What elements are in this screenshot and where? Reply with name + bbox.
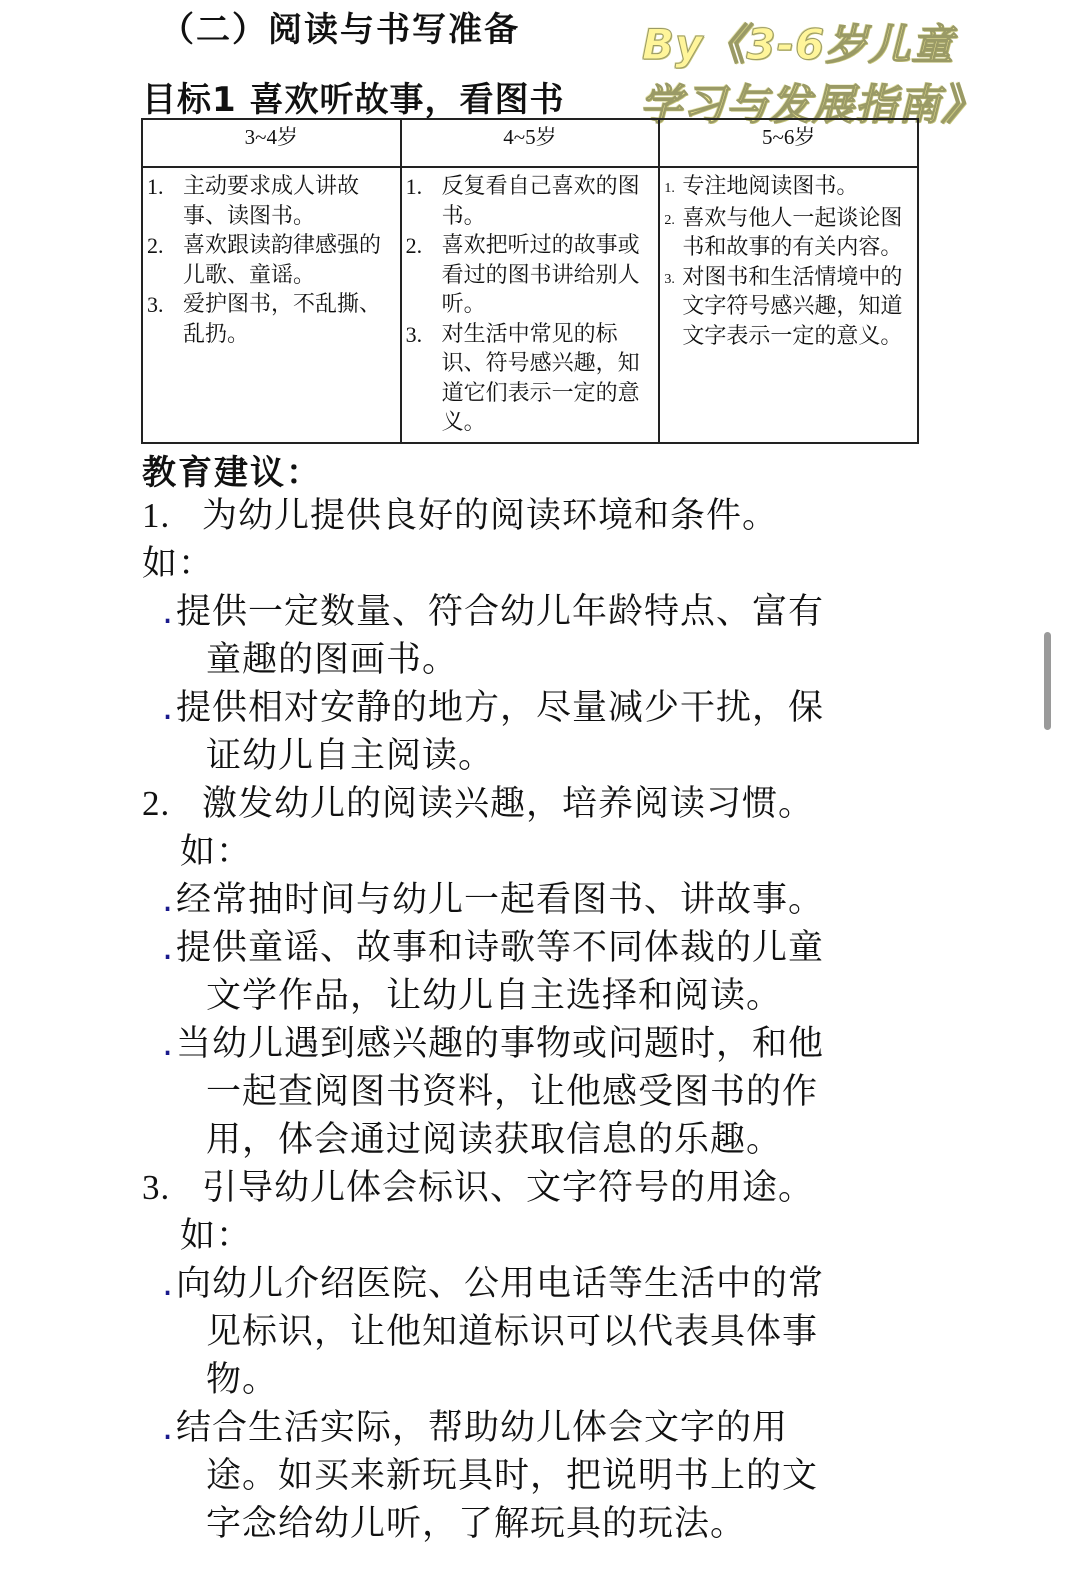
- goal-item-number: 1.: [664, 181, 675, 196]
- goal-item-number: 3.: [664, 271, 675, 287]
- education-heading: 教育建议：: [142, 453, 322, 493]
- goal-item: [664, 172, 915, 204]
- goal-item: [664, 263, 915, 352]
- goal-item: [406, 231, 657, 320]
- column-header: 5~6岁: [659, 119, 918, 167]
- list-item: [142, 924, 922, 1020]
- section-title: （二）阅读与书写准备: [160, 10, 520, 50]
- goal-item-number: 1.: [147, 174, 164, 199]
- goal-item-text: 专注地阅读图书。: [682, 174, 859, 199]
- item-line: 童趣的图画书。: [206, 640, 459, 680]
- goal-title: 目标1 喜欢听故事，看图书: [142, 80, 565, 120]
- item-line: 物。: [206, 1360, 279, 1400]
- bullet-dot-icon: .: [162, 1024, 175, 1064]
- goal-item-number: 3.: [147, 292, 164, 317]
- bullet-dot-icon: .: [162, 1408, 175, 1448]
- item-line: 证幼儿自主阅读。: [206, 736, 495, 776]
- suggestion-section: [142, 492, 922, 780]
- goal-item-number: 3.: [405, 321, 423, 347]
- bullet-dot-icon: .: [162, 688, 175, 728]
- goal-item-number: 2.: [405, 233, 423, 258]
- goal-item: [147, 290, 398, 349]
- section-number: 2.: [142, 784, 171, 823]
- example-label: 如：: [180, 1216, 253, 1256]
- list-item: [142, 588, 922, 684]
- section-title: 引导幼儿体会标识、文字符号的用途。: [202, 1168, 815, 1208]
- goal-item-text: 对生活中常见的标识、符号感兴趣，知道它们表示一定的意义。: [441, 321, 640, 435]
- list-item: [142, 1404, 922, 1548]
- section-number: 1.: [142, 496, 171, 535]
- item-line: 提供童谣、故事和诗歌等不同体裁的儿童: [176, 928, 825, 968]
- suggestion-section: [142, 780, 922, 1164]
- item-line: 一起查阅图书资料，让他感受图书的作: [206, 1072, 819, 1112]
- section-title: 为幼儿提供良好的阅读环境和条件。: [202, 496, 779, 536]
- section-number: 3.: [142, 1168, 171, 1207]
- goal-item-number: 1.: [405, 174, 423, 199]
- section-title: 激发幼儿的阅读兴趣，培养阅读习惯。: [202, 784, 815, 824]
- goal-item-text: 反复看自己喜欢的图书。: [441, 174, 640, 229]
- goal-item-text: 喜欢与他人一起谈论图书和故事的有关内容。: [682, 205, 903, 260]
- column-header: 4~5岁: [401, 119, 660, 167]
- goal-item-text: 对图书和生活情境中的文字符号感兴趣，知道文字表示一定的意义。: [682, 264, 903, 349]
- bullet-dot-icon: .: [162, 592, 175, 632]
- table-cell-3-4: [142, 167, 401, 443]
- item-line: 经常抽时间与幼儿一起看图书、讲故事。: [176, 880, 825, 920]
- watermark-line-2: 学习与发展指南》: [640, 80, 985, 129]
- scrollbar[interactable]: [1044, 632, 1051, 730]
- item-line: 提供一定数量、符合幼儿年龄特点、富有: [176, 592, 825, 632]
- item-line: 字念给幼儿听，了解玩具的玩法。: [206, 1504, 747, 1544]
- list-item: [142, 684, 922, 780]
- list-item: [142, 1020, 922, 1164]
- goal-item-text: 喜欢跟读韵律感强的儿歌、童谣。: [183, 233, 382, 288]
- goal-item-text: 主动要求成人讲故事、读图书。: [183, 174, 360, 229]
- goal-item: [406, 320, 657, 438]
- item-line: 见标识，让他知道标识可以代表具体事: [206, 1312, 819, 1352]
- watermark-line-1: By《3-6岁儿童: [642, 20, 955, 69]
- goals-table: [141, 118, 919, 444]
- bullet-dot-icon: .: [162, 928, 175, 968]
- goal-item: [406, 172, 657, 231]
- column-header: 3~4岁: [142, 119, 401, 167]
- goal-item: [147, 231, 398, 290]
- bullet-dot-icon: .: [162, 1264, 175, 1304]
- item-line: 文学作品，让幼儿自主选择和阅读。: [206, 976, 783, 1016]
- goal-item: [664, 204, 915, 263]
- suggestion-section: [142, 1164, 922, 1548]
- education-suggestions: [142, 492, 922, 1548]
- table-cell-4-5: [401, 167, 660, 443]
- goal-item-number: 2.: [147, 233, 164, 258]
- item-line: 用，体会通过阅读获取信息的乐趣。: [206, 1120, 783, 1160]
- item-line: 向幼儿介绍医院、公用电话等生活中的常: [176, 1264, 825, 1304]
- goal-item: [147, 172, 398, 231]
- item-line: 途。如买来新玩具时，把说明书上的文: [206, 1456, 819, 1496]
- bullet-dot-icon: .: [162, 880, 175, 920]
- item-line: 结合生活实际，帮助幼儿体会文字的用: [176, 1408, 789, 1448]
- goal-item-number: 2.: [664, 212, 675, 228]
- item-line: 提供相对安静的地方，尽量减少干扰，保: [176, 688, 825, 728]
- table-cell-5-6: [659, 167, 918, 443]
- list-item: [142, 876, 922, 924]
- example-label: 如：: [180, 832, 253, 872]
- goal-item-text: 爱护图书，不乱撕、乱扔。: [183, 292, 382, 347]
- list-item: [142, 1260, 922, 1404]
- item-line: 当幼儿遇到感兴趣的事物或问题时，和他: [176, 1024, 825, 1064]
- goal-item-text: 喜欢把听过的故事或看过的图书讲给别人听。: [441, 233, 640, 317]
- example-label: 如：: [142, 544, 215, 584]
